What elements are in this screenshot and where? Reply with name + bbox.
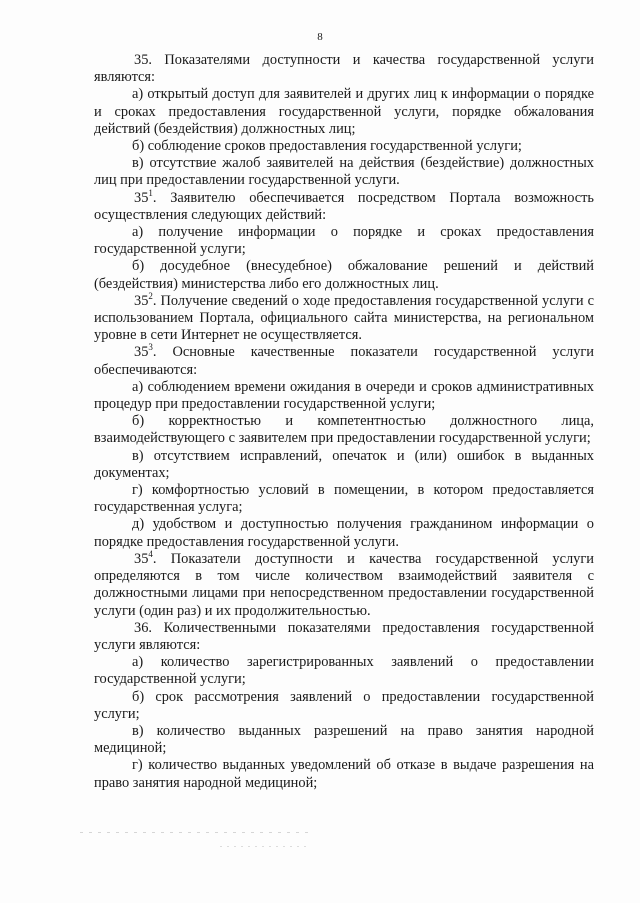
item-35-1-b: б) досудебное (внесудебное) обжалование решений и действий (бездействия) министерства либо его должностных лиц. xyxy=(94,258,594,292)
paragraph-number: 35 xyxy=(134,344,149,361)
item-35-b: б) соблюдение сроков предоставления государственной услуги; xyxy=(132,138,522,155)
paragraph-text: . Показатели доступности и качества государственной услуги определяются в том числе количеством взаимодействий заявителя с должностными лицами при непосредственном предоставлении государственной услуги (один раз) и их продолжительностью. xyxy=(94,550,594,619)
item-35-3-b: б) корректностью и компетентностью должностного лица, взаимодействующего с заявителем при предоставлении государственной услуги; xyxy=(94,413,594,447)
page-number: 8 xyxy=(317,31,323,43)
paragraph-36: 36. Количественными показателями предоставления государственной услуги являются: xyxy=(94,619,594,653)
item-35-1-a: а) получение информации о порядке и сроках предоставления государственной услуги; xyxy=(94,224,594,258)
document-body xyxy=(94,52,594,792)
paragraph-number: 35 xyxy=(134,292,149,309)
paragraph-35-2 xyxy=(94,293,594,345)
item-35-a: а) открытый доступ для заявителей и других лиц к информации о порядке и сроках предоставления государственной услуги, порядке обжалования действий (бездействия) должностных лиц; xyxy=(94,86,594,137)
paragraph-35: 35. Показателями доступности и качества государственной услуги являются: xyxy=(94,52,594,86)
item-36-a: а) количество зарегистрированных заявлений о предоставлении государственной услуги; xyxy=(94,654,594,688)
paragraph-text: . Заявителю обеспечивается посредством Портала возможность осуществления следующих действий: xyxy=(94,189,594,223)
scan-artifact-line xyxy=(80,832,310,833)
paragraph-superscript: 2 xyxy=(148,291,153,302)
scan-artifact-line xyxy=(220,846,310,847)
paragraph-text: . Основные качественные показатели государственной услуги обеспечиваются: xyxy=(94,344,594,378)
item-35-3-v: в) отсутствием исправлений, опечаток и (или) ошибок в выданных документах; xyxy=(94,447,594,481)
paragraph-35-1 xyxy=(94,187,594,224)
paragraph-35-4 xyxy=(94,551,594,620)
paragraph-superscript: 3 xyxy=(148,342,153,353)
item-35-3-d: д) удобством и доступностью получения гражданином информации о порядке предоставления государственной услуги. xyxy=(94,516,594,550)
paragraph-35-3 xyxy=(94,344,594,378)
item-36-g: г) количество выданных уведомлений об отказе в выдаче разрешения на право занятия народной медициной; xyxy=(94,757,594,791)
paragraph-superscript: 4 xyxy=(148,549,153,560)
item-35-3-a: а) соблюдением времени ожидания в очереди и сроков административных процедур при предоставлении государственной услуги; xyxy=(94,378,594,413)
item-36-v: в) количество выданных разрешений на право занятия народной медициной; xyxy=(94,722,594,757)
item-35-3-g: г) комфортностью условий в помещении, в котором предоставляется государственная услуга; xyxy=(94,482,594,516)
paragraph-number: 35 xyxy=(134,189,149,206)
scan-artifact xyxy=(80,826,360,866)
item-36-b: б) срок рассмотрения заявлений о предоставлении государственной услуги; xyxy=(94,688,594,722)
item-35-v: в) отсутствие жалоб заявителей на действия (бездействие) должностных лиц при предоставлении государственной услуги. xyxy=(94,155,594,189)
paragraph-text: . Получение сведений о ходе предоставления государственной услуги с использованием Портала, официального сайта министерства, на региональном уровне в сети Интернет не осуществляется. xyxy=(94,292,594,344)
paragraph-number: 35 xyxy=(134,550,149,567)
paragraph-superscript: 1 xyxy=(148,187,153,198)
